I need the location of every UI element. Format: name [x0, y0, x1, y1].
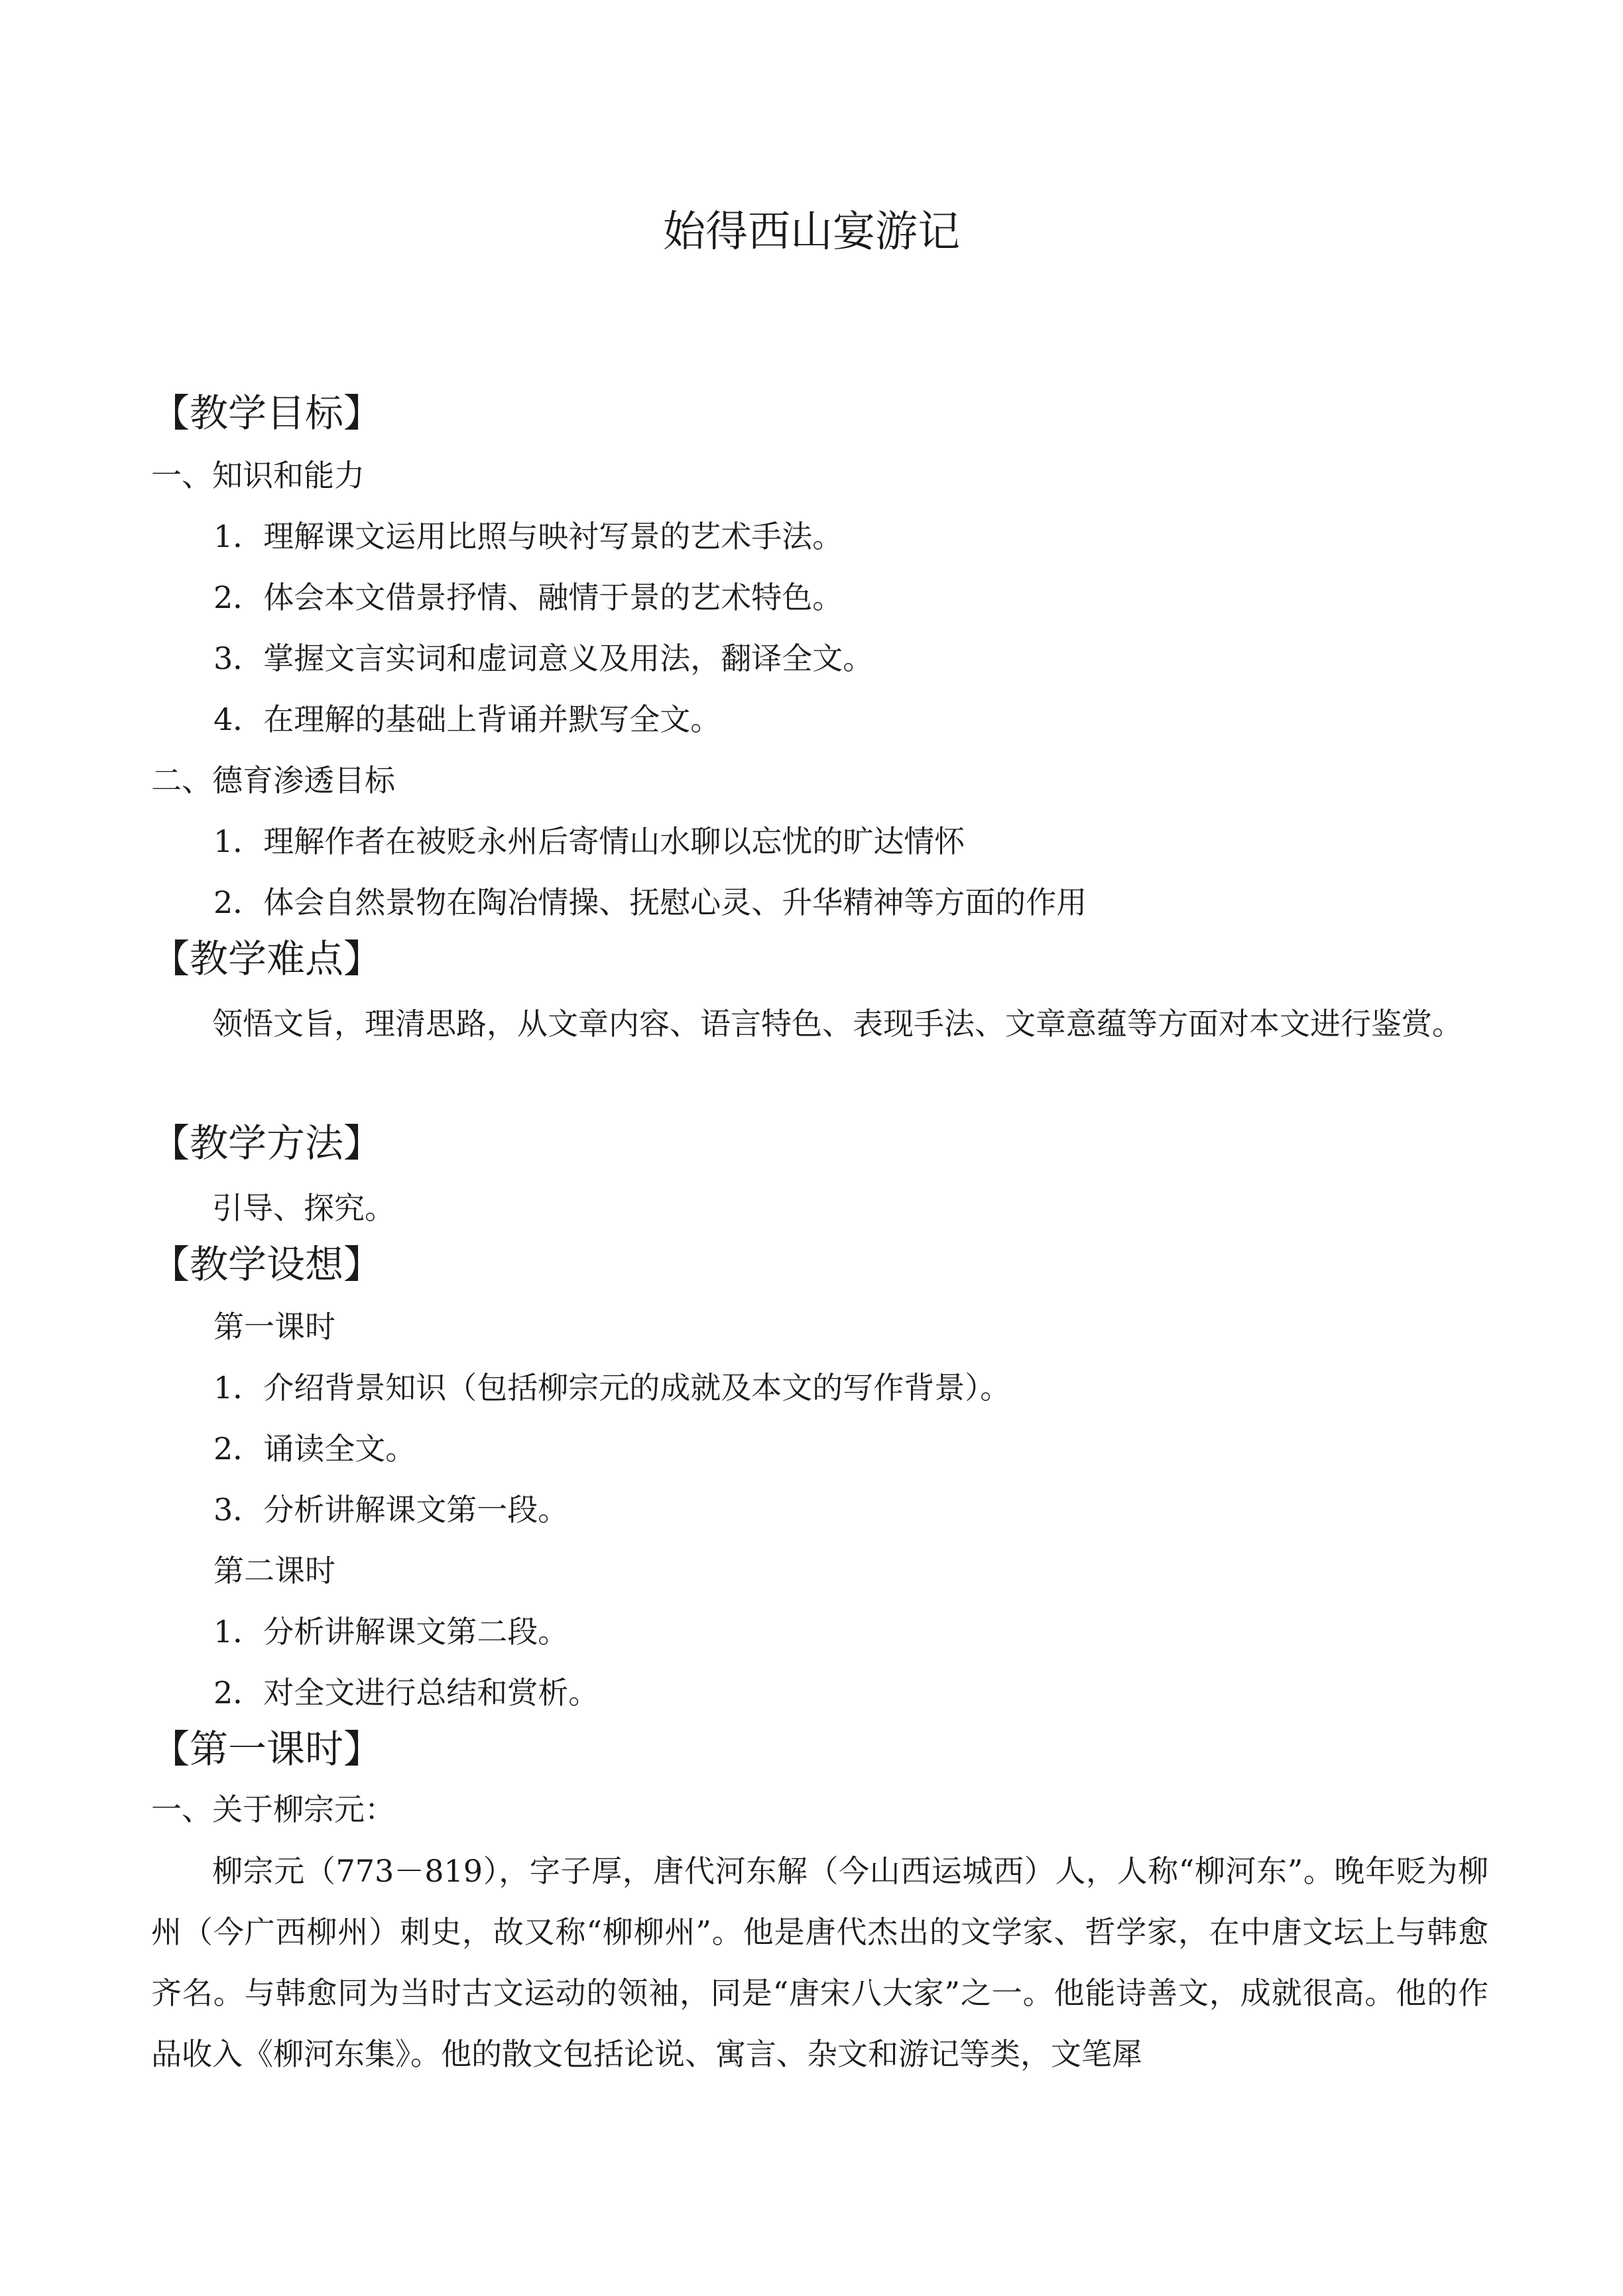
lesson1-item-3: 3．分析讲解课文第一段。 [213, 1492, 569, 1528]
heading-first-lesson: 【第一课时】 [151, 1726, 383, 1772]
lesson2-item-2: 2．对全文进行总结和赏析。 [213, 1675, 599, 1711]
subheading-about-author: 一、关于柳宗元： [151, 1791, 395, 1827]
author-paragraph: 柳宗元（773－819），字子厚，唐代河东解（今山西运城西）人，人称“柳河东”。晚年贬为柳州（今广西柳州）刺史，故又称“柳柳州”。他是唐代杰出的文学家、哲学家，在中唐文坛上与韩愈齐名。与韩愈同为当时古文运动的领袖，同是“唐宋八大家”之一。他能诗善文，成就很高。他的作品收入《柳河东集》。他的散文包括论说、寓言、杂文和游记等类，文笔犀 [151, 1853, 1488, 2072]
lesson2-label: 第二课时 [213, 1553, 335, 1589]
lesson1-label: 第一课时 [213, 1309, 335, 1345]
document-title: 始得西山宴游记 [663, 208, 960, 257]
lesson1-item-1: 1．介绍背景知识（包括柳宗元的成就及本文的写作背景）。 [213, 1370, 1011, 1406]
lesson2-item-1: 1．分析讲解课文第二段。 [213, 1614, 569, 1650]
heading-teaching-difficulty: 【教学难点】 [151, 936, 383, 981]
goal-item-1: 1．理解课文运用比照与映衬写景的艺术手法。 [213, 518, 843, 554]
moral-item-1: 1．理解作者在被贬永州后寄情山水聊以忘忧的旷达情怀 [213, 823, 965, 859]
method-paragraph: 引导、探究。 [212, 1190, 395, 1226]
goal-item-3: 3．掌握文言实词和虚词意义及用法，翻译全文。 [213, 640, 874, 676]
subheading-moral-goals: 二、德育渗透目标 [151, 762, 395, 798]
lesson1-item-2: 2．诵读全文。 [213, 1431, 416, 1467]
difficulty-paragraph: 领悟文旨，理清思路，从文章内容、语言特色、表现手法、文章意蕴等方面对本文进行鉴赏。 [212, 1006, 1463, 1042]
heading-teaching-goals: 【教学目标】 [151, 391, 383, 436]
goal-item-2: 2．体会本文借景抒情、融情于景的艺术特色。 [213, 579, 843, 615]
subheading-knowledge-ability: 一、知识和能力 [151, 457, 365, 493]
heading-teaching-plan: 【教学设想】 [151, 1242, 383, 1287]
goal-item-4: 4．在理解的基础上背诵并默写全文。 [213, 701, 721, 737]
moral-item-2: 2．体会自然景物在陶冶情操、抚慰心灵、升华精神等方面的作用 [213, 884, 1087, 920]
heading-teaching-method: 【教学方法】 [151, 1120, 383, 1166]
